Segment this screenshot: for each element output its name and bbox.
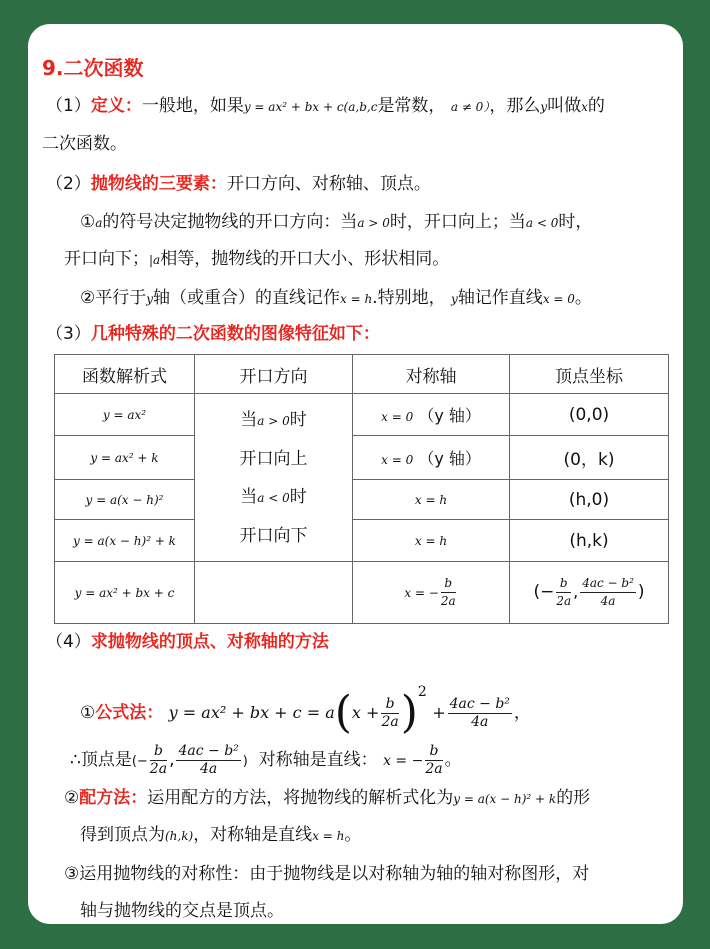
formula-x: x + [351,703,380,722]
numerator: b [556,575,571,593]
text: 的 [587,96,605,116]
direction-line [195,401,352,440]
paren: ) [400,687,418,738]
fraction [150,743,167,778]
denominator: 2a [425,760,443,777]
completing-square-line [64,784,590,813]
text: 对称轴是直线： [258,750,378,770]
direction-line [195,478,352,517]
axis-cell [353,436,510,480]
comma: , [573,582,579,601]
fraction [580,575,636,610]
denominator: 4a [199,760,218,777]
condition: a > 0 [257,413,290,428]
symmetry-method-line: ③运用抛物线的对称性：由于抛物线是以对称轴为轴的轴对称图形，对 [64,864,590,884]
vertex-cell: (h,0) [510,480,669,520]
direction-line: 开口向下 [239,525,308,546]
text: 轴记作直线 [457,288,543,308]
axis-eq: x = − [404,586,439,600]
item-number: （2） [46,174,91,194]
text: 平行于 [95,288,147,308]
header-vertex: 顶点坐标 [510,355,669,394]
header-function: 函数解析式 [55,355,195,394]
circle-number: ② [64,788,80,808]
denominator: 4a [471,713,489,730]
abs-a: |a [149,253,161,267]
numerator: b [381,696,398,714]
comma: , [169,750,175,770]
header-direction: 开口方向 [195,355,353,394]
three-elements-label: 抛物线的三要素： [90,174,227,194]
condition: a < 0 [525,216,559,230]
axis-note: （y 轴） [418,406,481,425]
header-axis: 对称轴 [353,355,510,394]
formula-method-label: 公式法： [95,703,164,723]
item-number: （1） [46,96,91,116]
table-title-line [46,320,380,348]
text: 轴（或重合）的直线记作 [153,288,341,308]
var-a: a [95,216,103,230]
fraction [556,575,571,610]
axis-note: （y 轴） [418,449,481,468]
circle-number: ② [80,288,96,308]
denominator: 4a [600,594,616,608]
axis-eq: x = 0 [381,410,414,424]
table-title: 几种特殊的二次函数的图像特征如下： [90,324,380,344]
numerator: 4ac − b² [580,575,636,593]
numerator: 4ac − b² [449,695,510,712]
numerator: b [441,575,456,593]
completing-square-line-2 [80,821,361,850]
numerator: b [425,743,442,761]
text: 相等，抛物线的开口大小、形状相同。 [160,249,450,269]
paren: (− [131,754,148,769]
formula-method-line [80,664,531,741]
denominator: 2a [440,594,456,608]
table-row [55,480,669,520]
methods-title-line [46,628,329,656]
text: 开口向下； [64,249,149,269]
axis-cell: x = h [353,480,510,520]
vertex-cell: (h,k) [510,520,669,562]
direction-line: 开口向上 [239,448,308,469]
text: 当 [240,486,258,507]
func-cell: y = ax² + k [55,436,195,480]
three-elements-line [46,170,431,198]
fraction [381,696,398,731]
text: 叫做 [547,96,582,116]
section-title: 9.二次函数 [42,56,144,80]
definition-line-2: 二次函数。 [42,134,127,154]
table-row [55,394,669,436]
text: 的形 [556,788,591,808]
fraction [176,743,240,778]
var-y: y [146,292,154,306]
text: ∴顶点是 [70,750,132,770]
condition: a < 0 [257,490,290,505]
methods-title: 求抛物线的顶点、对称轴的方法 [90,632,329,652]
condition: a ≠ 0） [450,100,490,114]
equation: x = h [340,292,373,306]
direction-cell-empty [195,562,353,624]
text: 开口方向、对称轴、顶点。 [226,174,431,194]
vertex-cell: (0,0) [510,394,669,436]
item-number: （3） [46,324,91,344]
denominator: 2a [149,760,168,777]
paren: ( [334,687,352,738]
func-cell: y = ax² [55,394,195,436]
denominator: 2a [381,713,399,730]
axis-eq: x = 0 [381,453,414,467]
note-card [28,24,683,924]
paren: ) [637,582,645,602]
sub-item-2 [80,284,592,313]
text: 时，开口向上；当 [389,212,526,232]
text: 的符号决定抛物线的开口方向：当 [102,212,358,232]
paren: ) [242,754,248,769]
denominator: 2a [556,594,572,608]
axis-cell [353,562,510,624]
text: 时 [289,409,307,430]
direction-cell [195,394,353,562]
text: 运用配方的方法，将抛物线的解析式化为 [147,788,454,808]
table-header-row [55,355,669,394]
numerator: 4ac − b² [178,742,239,759]
fraction [441,575,456,610]
sub-item-1-line-2 [64,245,449,274]
formula: y = ax² + bx + c(a,b,c [243,100,378,114]
text: ，那么 [489,96,541,116]
exponent: 2 [417,684,427,700]
func-cell: y = ax² + bx + c [55,562,195,624]
circle-number: ① [80,212,96,232]
text: 一般地，如果 [141,96,244,116]
text: 是常数， [377,96,446,116]
formula: y = a(x − h)² + k [453,792,557,806]
condition: a > 0 [357,216,390,230]
completing-square-label: 配方法： [79,788,148,808]
fraction [448,696,512,731]
definition-label: 定义： [90,96,142,116]
func-cell: y = a(x − h)² + k [55,520,195,562]
vertex: (h,k) [165,829,194,843]
var-y: y [451,292,458,306]
func-cell: y = a(x − h)² [55,480,195,520]
var-x: x [581,100,588,114]
text: ，对称轴是直线 [193,825,313,845]
text: 。 [574,288,592,308]
item-number: （4） [46,632,91,652]
axis-cell: x = h [353,520,510,562]
definition-line [46,92,605,121]
table-row [55,562,669,624]
axis-eq: x = − [383,753,424,769]
fraction [425,743,442,778]
features-table [54,354,669,624]
text: 时 [289,486,307,507]
text: 得到顶点为 [80,825,165,845]
equation: x = h [312,829,345,843]
text: 时， [558,212,593,232]
formula-lhs: y = ax² + bx + c = a [168,703,335,722]
text: .特别地， [372,288,446,308]
table-row [55,520,669,562]
text: 当 [240,409,258,430]
paren: (− [533,582,555,602]
vertex-cell [510,562,669,624]
text: 。 [344,825,362,845]
text: 。 [444,750,462,770]
vertex-cell: (0，k) [510,436,669,480]
var-y: y [540,100,548,114]
plus: + [432,703,446,722]
vertex-line [70,736,462,786]
equation: x = 0 [542,292,575,306]
table-row [55,436,669,480]
symmetry-method-line-2: 轴与抛物线的交点是顶点。 [80,901,284,921]
sub-item-1 [80,208,592,237]
circle-number: ① [80,703,96,723]
numerator: b [150,743,167,761]
axis-cell [353,394,510,436]
text: ， [513,703,531,723]
